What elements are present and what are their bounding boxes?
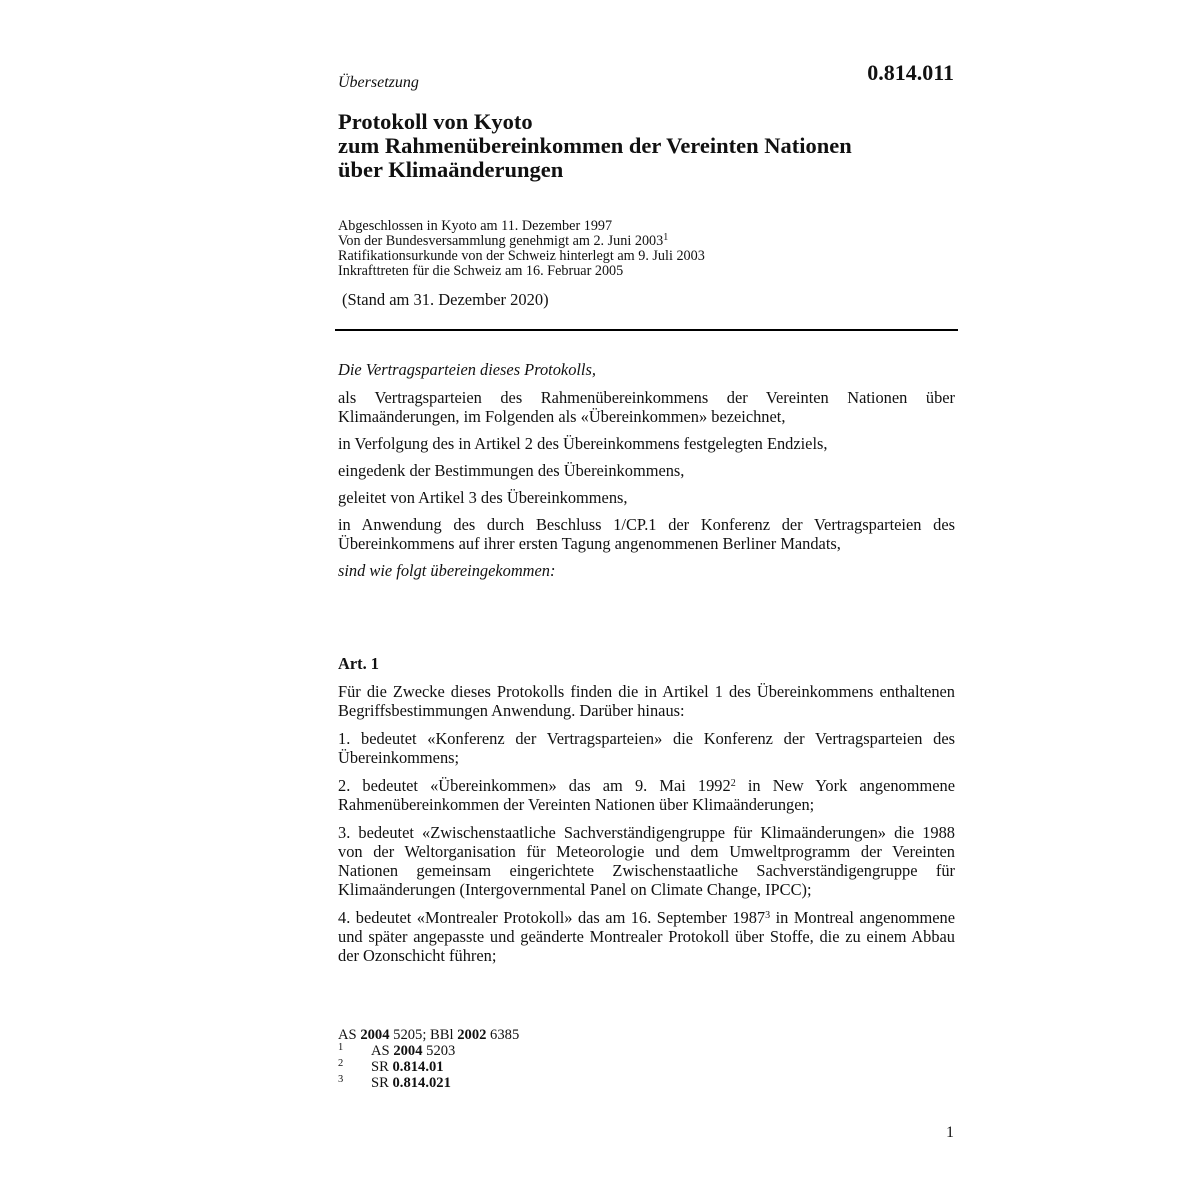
footnote-2-bold: 0.814.01 [392, 1059, 444, 1075]
source-bbl-page: 6385 [486, 1027, 520, 1043]
title-line-2: zum Rahmenübereinkommen der Vereinten Nationen [338, 133, 852, 158]
source-bbl-year: 2002 [457, 1027, 487, 1043]
definition-item-4-text-b: in Montreal angenommene und später angepasste und geänderte Montrealer Protokoll über Stoffe, die zu einem Abbau der Ozonschicht führen; [338, 908, 955, 965]
article-heading: Art. 1 [338, 654, 379, 673]
title-line-3: über Klimaänderungen [338, 157, 564, 182]
in-force-date: Inkrafttreten für die Schweiz am 16. Februar 2005 [338, 263, 624, 279]
footnote-1-text [371, 1043, 455, 1059]
approval-date [338, 234, 705, 249]
definition-item-2 [338, 776, 955, 814]
footnote-ref-2: 2 [730, 778, 736, 789]
status-date: (Stand am 31. Dezember 2020) [342, 290, 549, 309]
definition-item-4 [338, 908, 955, 965]
page-number: 1 [946, 1124, 954, 1141]
footnote-3-prefix: SR [371, 1075, 393, 1091]
footnote-1-suffix: 5203 [422, 1043, 456, 1059]
source-as-label: AS [338, 1027, 361, 1043]
footnote-3-number: 3 [338, 1074, 344, 1085]
preamble-closing: sind wie folgt übereingekommen: [338, 561, 556, 580]
preamble-intro: Die Vertragsparteien dieses Protokolls, [338, 360, 596, 379]
footnote-1-number: 1 [338, 1042, 344, 1053]
translation-label: Übersetzung [338, 74, 419, 91]
footnote-3-bold: 0.814.021 [392, 1075, 451, 1091]
document-title [338, 110, 852, 182]
footnote-3-text [371, 1075, 451, 1091]
definition-item-3: 3. bedeutet «Zwischenstaatliche Sachverständigengruppe für Klimaänderungen» die 1988 von der Weltorganisation für Meteorologie und dem Umweltprogramm der Vereinten Nationen gemeinsam eingerichtete Zwischenstaatliche Sachverständigengruppe für Klimaänderungen (Intergovernmental Panel on Climate Change, IPCC); [338, 823, 955, 899]
document-metadata [338, 219, 705, 279]
article-1-body [338, 682, 955, 974]
preamble-paragraph-2: in Verfolgung des in Artikel 2 des Übereinkommens festgelegten Endziels, [338, 434, 828, 453]
concluded-date: Abgeschlossen in Kyoto am 11. Dezember 1997 [338, 218, 613, 234]
preamble-paragraph-1: als Vertragsparteien des Rahmenübereinkommens der Vereinten Nationen über Klimaänderungen, im Folgenden als «Übereinkommen» bezeichnet, [338, 388, 955, 426]
preamble-paragraph-3: eingedenk der Bestimmungen des Übereinkommens, [338, 461, 685, 480]
footnotes [338, 1027, 519, 1091]
footnote-2-prefix: SR [371, 1059, 393, 1075]
footnote-2-text [371, 1059, 444, 1075]
title-line-1: Protokoll von Kyoto [338, 109, 533, 134]
source-as-page: 5205; BBl [389, 1027, 458, 1043]
article-intro: Für die Zwecke dieses Protokolls finden die in Artikel 1 des Übereinkommens enthaltenen Begriffsbestimmungen Anwendung. Darüber hinaus: [338, 682, 955, 720]
preamble-paragraph-5: in Anwendung des durch Beschluss 1/CP.1 der Konferenz der Vertragsparteien des Übereinkommens auf ihrer ersten Tagung angenommenen Berliner Mandats, [338, 515, 955, 553]
preamble-paragraph-4: geleitet von Artikel 3 des Übereinkommens, [338, 488, 628, 507]
footnote-1-prefix: AS [371, 1043, 394, 1059]
sr-number: 0.814.011 [867, 60, 954, 85]
source-as-year: 2004 [360, 1027, 390, 1043]
preamble [338, 360, 955, 588]
definition-item-4-text-a: 4. bedeutet «Montrealer Protokoll» das am 16. September 1987 [338, 908, 766, 927]
definition-item-2-text-a: 2. bedeutet «Übereinkommen» das am 9. Mai 1992 [338, 776, 731, 795]
approval-text: Von der Bundesversammlung genehmigt am 2. Juni 2003 [338, 233, 664, 249]
definition-item-1: 1. bedeutet «Konferenz der Vertragsparteien» die Konferenz der Vertragsparteien des Übereinkommens; [338, 729, 955, 767]
footnote-1-bold: 2004 [393, 1043, 423, 1059]
footnote-2-number: 2 [338, 1058, 344, 1069]
header-divider [335, 329, 958, 331]
footnote-3 [338, 1075, 519, 1091]
ratification-date: Ratifikationsurkunde von der Schweiz hinterlegt am 9. Juli 2003 [338, 248, 705, 264]
footnote-ref-3: 3 [765, 910, 771, 921]
definition-item-2-text-b: in New York angenommene Rahmenübereinkommen der Vereinten Nationen über Klimaänderungen; [338, 776, 955, 814]
footnote-ref-1: 1 [663, 232, 669, 243]
